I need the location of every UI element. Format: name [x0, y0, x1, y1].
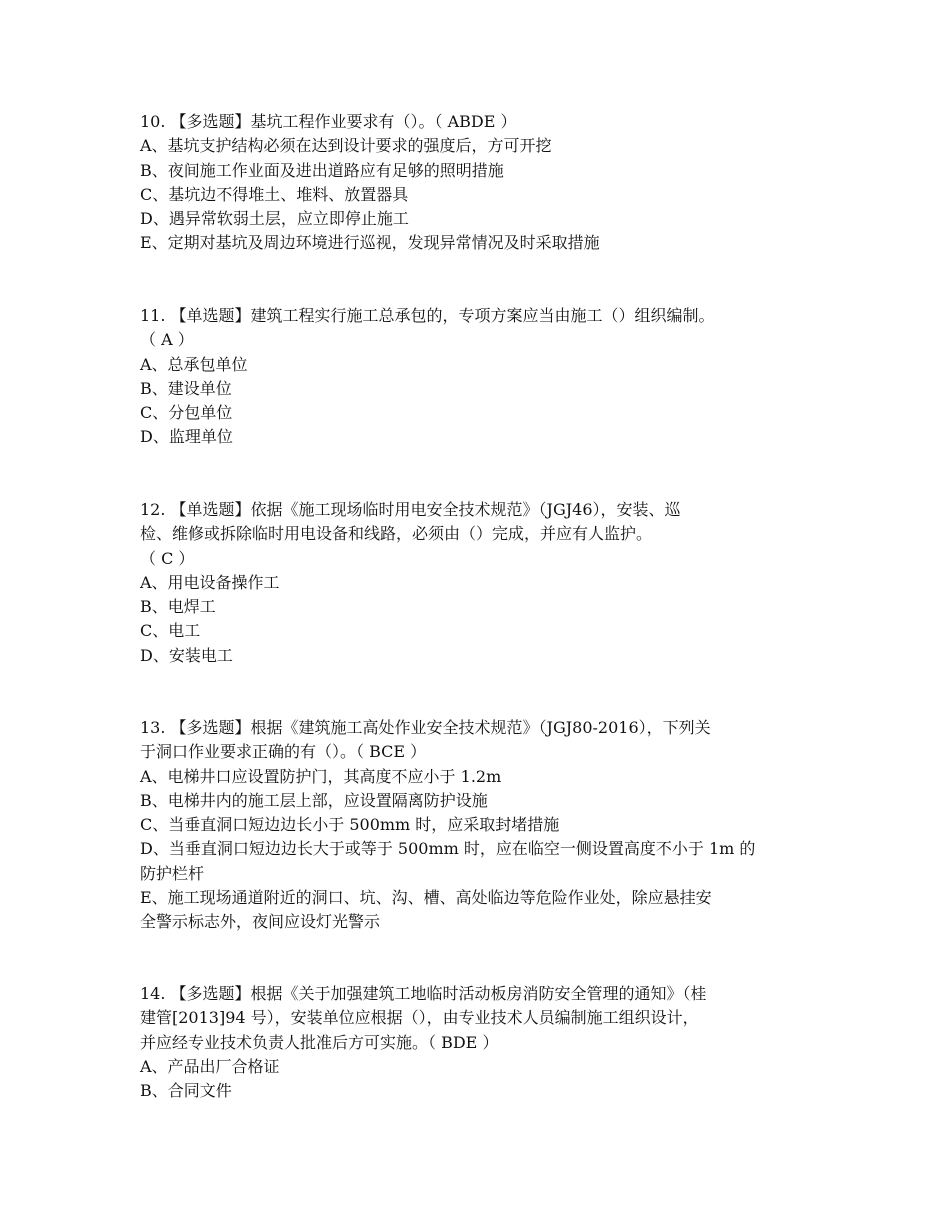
option-d: D、安装电工 — [140, 645, 233, 665]
option-e: E、定期对基坑及周边环境进行巡视，发现异常情况及时采取措施 — [140, 233, 600, 253]
question-stem-line: 13. 【多选题】根据《建筑施工高处作业安全技术规范》（JGJ80-2016），下列关 — [140, 718, 711, 737]
option-b: B、建设单位 — [140, 378, 232, 398]
answer-line: （ A ） — [140, 330, 194, 350]
option-b: B、夜间施工作业面及进出道路应有足够的照明措施 — [140, 160, 504, 180]
question-stem-line: 11. 【单选题】建筑工程实行施工总承包的，专项方案应当由施工（）组织编制。 — [140, 306, 715, 325]
option-c: C、分包单位 — [140, 403, 233, 423]
option-e: E、施工现场通道附近的洞口、坑、沟、槽、高处临边等危险作业处，除应悬挂安 — [140, 888, 712, 908]
question-10 — [140, 110, 820, 256]
option-b: B、合同文件 — [140, 1081, 232, 1101]
option-d: D、遇异常软弱土层，应立即停止施工 — [140, 209, 409, 229]
question-stem-line: 于洞口作业要求正确的有（）。（ BCE ） — [140, 742, 427, 762]
question-stem-line: 14. 【多选题】根据《关于加强建筑工地临时活动板房消防安全管理的通知》（桂 — [140, 984, 707, 1003]
option-d: D、监理单位 — [140, 427, 233, 447]
option-a: A、用电设备操作工 — [140, 572, 280, 592]
option-a: A、电梯井口应设置防护门，其高度不应小于 1.2m — [140, 766, 502, 786]
question-11 — [140, 304, 820, 450]
option-c: C、电工 — [140, 621, 201, 641]
question-14 — [140, 982, 820, 1103]
option-d-continued: 防护栏杆 — [140, 863, 205, 883]
option-e-continued: 全警示标志外，夜间应设灯光警示 — [140, 912, 381, 932]
question-stem-line: 并应经专业技术负责人批准后方可实施。（ BDE ） — [140, 1032, 499, 1052]
question-stem-line: 检、维修或拆除临时用电设备和线路，必须由（）完成，并应有人监护。 — [140, 524, 653, 544]
question-12 — [140, 498, 820, 668]
option-d: D、当垂直洞口短边边长大于或等于 500mm 时，应在临空一侧设置高度不小于 1m 的 — [140, 839, 756, 859]
question-stem-line: 建管[2013]94 号），安装单位应根据（），由专业技术人员编制施工组织设计， — [140, 1008, 699, 1028]
answer-line: （ C ） — [140, 548, 195, 568]
option-c: C、当垂直洞口短边边长小于 500mm 时，应采取封堵措施 — [140, 815, 560, 835]
option-a: A、产品出厂合格证 — [140, 1056, 280, 1076]
question-stem-line: 12. 【单选题】依据《施工现场临时用电安全技术规范》（JGJ46），安装、巡 — [140, 500, 681, 519]
option-b: B、电梯井内的施工层上部，应设置隔离防护设施 — [140, 790, 488, 810]
option-b: B、电焊工 — [140, 597, 216, 617]
option-a: A、基坑支护结构必须在达到设计要求的强度后，方可开挖 — [140, 136, 552, 156]
option-c: C、基坑边不得堆土、堆料、放置器具 — [140, 184, 409, 204]
option-a: A、总承包单位 — [140, 354, 248, 374]
question-13 — [140, 716, 820, 935]
question-stem-line: 10. 【多选题】基坑工程作业要求有（）。（ ABDE ） — [140, 112, 517, 131]
